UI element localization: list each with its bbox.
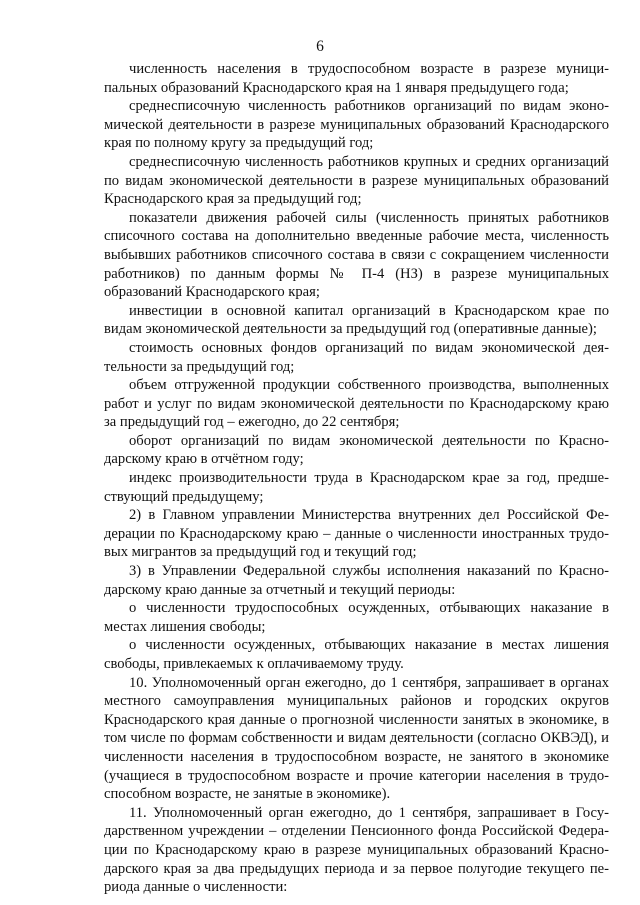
paragraph-investments: инвестиции в основной капитал организаций в Краснодарском крае по видам экономической деятельности за предыдущий год (оперативные данные);	[104, 302, 609, 338]
document-body	[104, 60, 609, 897]
paragraph-paid-labour-convicts: о численности осужденных, отбывающих наказание в местах лишения свободы, привлекаемых к оплачиваемому труду.	[104, 637, 609, 672]
paragraph-shipped-products: объем отгруженной продукции собственного производства, выполненных работ и услуг по видам экономической деятельности по Краснодарскому краю за предыдущий год – ежегодно, до 22 сентября;	[104, 377, 609, 431]
paragraph-turnover: оборот организаций по видам экономической деятельности по Краснодарскому краю в отчётном году;	[104, 432, 609, 468]
paragraph-average-headcount-full: среднесписочную численность работников организаций по видам экономической деятельности в разрезе муниципальных образований Краснодарского края по полному кругу за предыдущий год;	[104, 98, 609, 152]
paragraph-able-bodied-convicts: о численности трудоспособных осужденных, отбывающих наказание в местах лишения свободы;	[104, 600, 609, 635]
paragraph-productivity-index: индекс производительности труда в Краснодарском крае за год, предшествующий предыдущему;	[104, 470, 609, 505]
paragraph-clause-10: 10. Уполномоченный орган ежегодно, до 1 сентября, запрашивает в органах местного самоуправления муниципальных районов и городских округов Краснодарского края данные о прогнозной численности занятых в экономике, в том числе по формам собственности и видам деятельности (согласно ОКВЭД), и численности населения в трудоспособном возрасте, не занятого в экономике (учащиеся в трудоспособном возрасте и прочие категории населения в трудоспособном возрасте, не занятые в экономике).	[104, 674, 609, 803]
paragraph-clause-11: 11. Уполномоченный орган ежегодно, до 1 сентября, запрашивает в Государственном учреждении – отделении Пенсионного фонда Российской Федерации по Краснодарскому краю в разрезе муниципальных образований Краснодарского края за два предыдущих периода и за первое полугодие текущего периода данные о численности:	[104, 804, 609, 896]
paragraph-working-age-population: численность населения в трудоспособном возрасте в разрезе муниципальных образований Краснодарского края на 1 января предыдущего года;	[104, 61, 609, 96]
paragraph-item-3-penitentiary: 3) в Управлении Федеральной службы исполнения наказаний по Краснодарскому краю данные за отчетный и текущий периоды:	[104, 563, 609, 598]
paragraph-fixed-assets: стоимость основных фондов организаций по видам экономической деятельности за предыдущий год;	[104, 339, 609, 375]
page-number: 6	[316, 38, 324, 55]
paragraph-item-2-interior-ministry: 2) в Главном управлении Министерства внутренних дел Российской Федерации по Краснодарскому краю – данные о численности иностранных трудовых мигрантов за предыдущий год и текущий год;	[104, 507, 609, 561]
paragraph-labour-movement: показатели движения рабочей силы (численность принятых работников списочного состава на дополнительно введенные рабочие места, численность выбывших работников списочного состава в связи с сокращением численности работников) по данным формы № П-4 (НЗ) в разрезе муниципальных образований Краснодарского края;	[104, 209, 609, 301]
paragraph-average-headcount-large-medium: среднесписочную численность работников крупных и средних организаций по видам экономической деятельности в разрезе муниципальных образований Краснодарского края за предыдущий год;	[104, 153, 609, 208]
